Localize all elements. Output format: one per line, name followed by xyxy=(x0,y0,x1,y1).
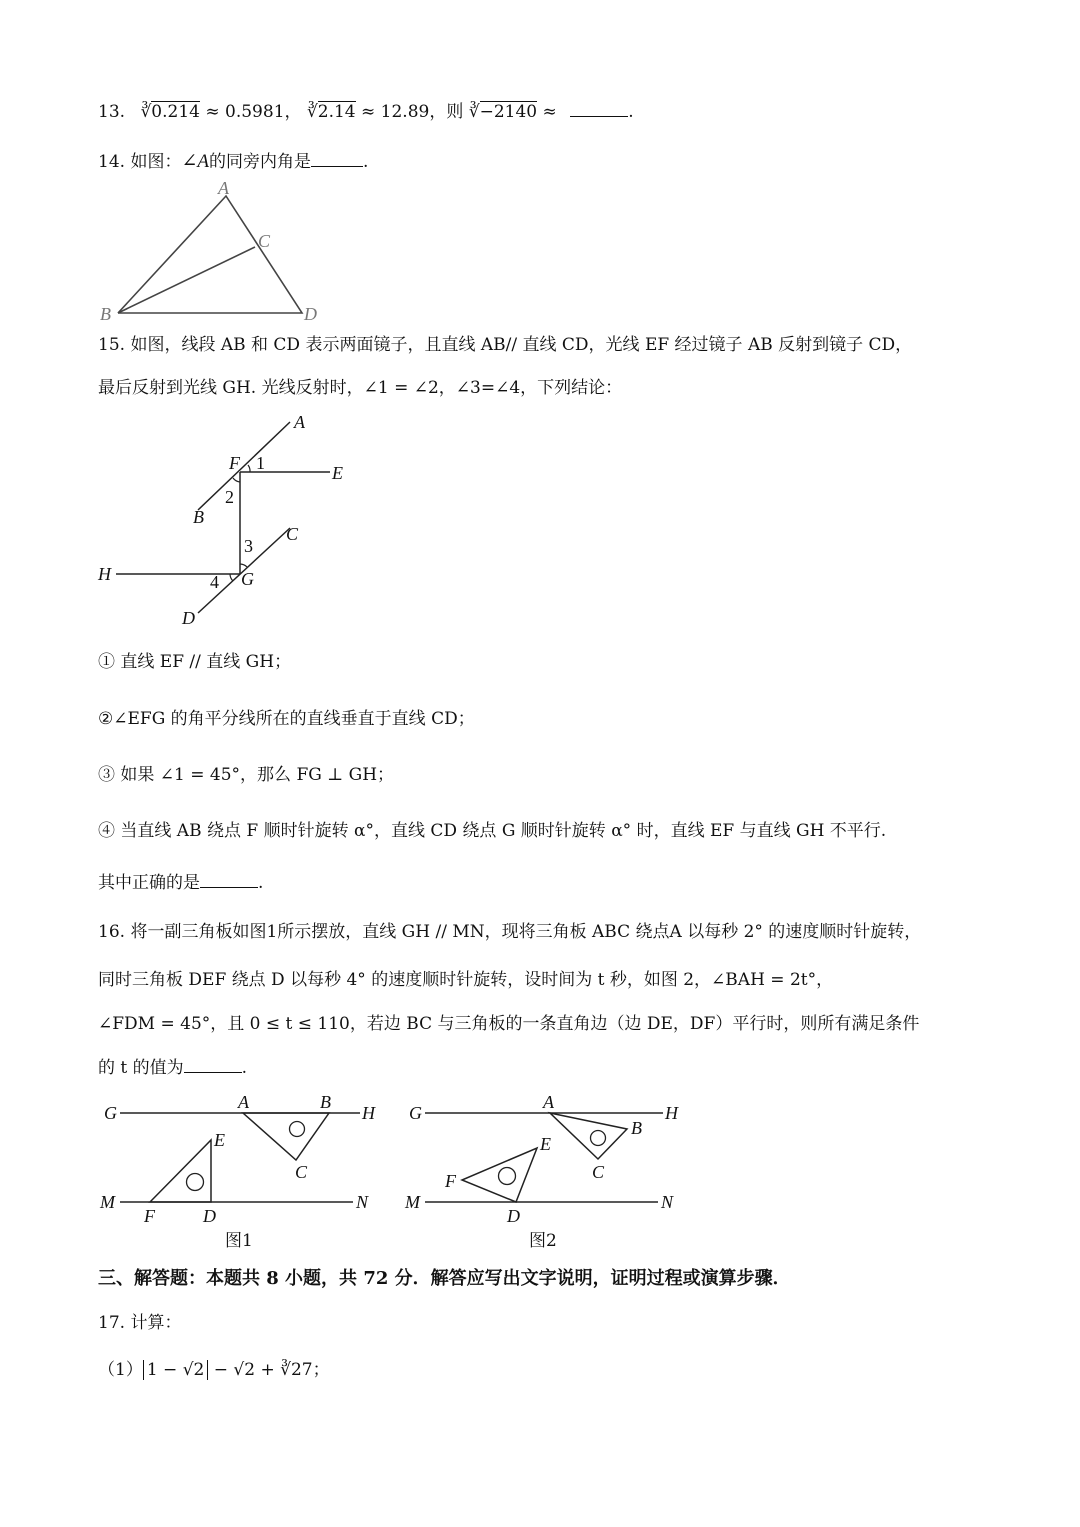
q14-triangle-figure xyxy=(98,180,328,325)
q15-label-c: C xyxy=(286,524,299,544)
q15-mirror-figure xyxy=(98,410,358,635)
fig2-label-h: H xyxy=(665,1103,678,1123)
q13-approx-1: ≈ 0.5981， xyxy=(205,102,302,122)
q15-option-1: ① 直线 EF // 直线 GH； xyxy=(98,652,292,672)
q14-label-b: B xyxy=(100,304,111,324)
q17-part-label: （1） xyxy=(98,1360,143,1380)
cube-root-sign: ∛ xyxy=(140,102,152,122)
fig1-label-a: A xyxy=(238,1092,249,1112)
q16-figure-2 xyxy=(403,1092,693,1252)
q16-line-1: 16. 将一副三角板如图1所示摆放，直线 GH // MN，现将三角板 ABC 绕点A 以每秒 2° 的速度顺时针旋转， xyxy=(98,922,922,942)
q14-end: . xyxy=(362,152,369,172)
q15-label-b: B xyxy=(193,507,204,527)
q13-number: 13. xyxy=(98,102,126,122)
fig1-label-d: D xyxy=(203,1206,216,1226)
answer-blank xyxy=(570,100,628,117)
q15-label-f: F xyxy=(229,453,240,473)
q15-option-2: ②∠EFG 的角平分线所在的直线垂直于直线 CD； xyxy=(98,709,475,729)
q15-option-4: ④ 当直线 AB 绕点 F 顺时针旋转 α°，直线 CD 绕点 G 顺时针旋转 α° 时，直线 EF 与直线 GH 不平行. xyxy=(98,821,887,841)
fig2-label-m: M xyxy=(405,1192,420,1212)
fig2-label-n: N xyxy=(661,1192,674,1212)
fig2-label-b: B xyxy=(631,1118,642,1138)
fig1-label-c: C xyxy=(295,1162,308,1182)
answer-blank xyxy=(184,1056,242,1073)
fig1-label-m: M xyxy=(100,1192,115,1212)
fig2-label-d: D xyxy=(507,1206,520,1226)
fig1-caption: 图1 xyxy=(225,1231,253,1251)
q13-radicand-2: 2.14 xyxy=(317,102,356,122)
fig2-label-e: E xyxy=(540,1134,551,1154)
q15-end: . xyxy=(258,873,264,893)
q15-angle-3: 3 xyxy=(244,536,253,556)
fig2-label-f: F xyxy=(445,1171,456,1191)
fig2-label-c: C xyxy=(592,1162,605,1182)
q13-approx-3: ≈ xyxy=(542,102,557,122)
q15-angle-1: 1 xyxy=(256,453,265,473)
q14-prefix: 14. 如图： xyxy=(98,152,182,172)
q15-label-a: A xyxy=(294,412,305,432)
q15-answer-line xyxy=(98,871,263,895)
q15-label-d: D xyxy=(182,608,195,628)
fig1-label-b: B xyxy=(320,1092,331,1112)
q16-figure-1 xyxy=(98,1092,388,1252)
answer-blank xyxy=(311,150,363,167)
section-heading: 三、解答题：本题共 8 小题，共 72 分．解答应写出文字说明，证明过程或演算步骤． xyxy=(98,1268,791,1289)
fig1-label-f: F xyxy=(144,1206,155,1226)
cube-root-sign: ∛ xyxy=(468,102,480,122)
q17-part-1 xyxy=(98,1358,330,1382)
q15-label-e: E xyxy=(332,463,343,483)
fig1-label-h: H xyxy=(362,1103,375,1123)
answer-blank xyxy=(200,871,258,888)
q15-line-1: 15. 如图，线段 AB 和 CD 表示两面镜子，且直线 AB// 直线 CD，光线 EF 经过镜子 AB 反射到镜子 CD， xyxy=(98,335,913,355)
q14-suffix: 的同旁内角是 xyxy=(208,152,311,172)
q15-line-2: 最后反射到光线 GH. 光线反射时，∠1 = ∠2，∠3=∠4，下列结论： xyxy=(98,378,623,398)
q17-end: ； xyxy=(312,1360,330,1380)
fig2-label-g: G xyxy=(409,1103,422,1123)
q13-radicand-1: 0.214 xyxy=(151,102,200,122)
q16-end: . xyxy=(241,1058,248,1078)
q13-line xyxy=(98,100,634,124)
q13-end: . xyxy=(628,102,634,122)
q16-line-4 xyxy=(98,1056,247,1080)
q17-abs-expression: 1 − √2 xyxy=(143,1360,209,1380)
fig1-label-n: N xyxy=(356,1192,369,1212)
q15-answer-prefix: 其中正确的是 xyxy=(98,873,200,893)
q15-option-3: ③ 如果 ∠1 = 45°，那么 FG ⊥ GH； xyxy=(98,765,395,785)
fig2-caption: 图2 xyxy=(529,1231,557,1251)
cube-root-sign: ∛ xyxy=(306,102,318,122)
q14-label-d: D xyxy=(304,304,317,324)
q14-angle: ∠A xyxy=(181,151,209,172)
q14-label-c: C xyxy=(258,231,271,251)
q14-label-a: A xyxy=(218,178,229,198)
fig1-label-e: E xyxy=(214,1130,225,1150)
q13-approx-2: ≈ 12.89，则 xyxy=(361,102,464,122)
q17-title: 17. 计算： xyxy=(98,1313,182,1333)
q16-line-3: ∠FDM = 45°，且 0 ≤ t ≤ 110，若边 BC 与三角板的一条直角边（边 DE，DF）平行时，则所有满足条件 xyxy=(98,1014,920,1034)
q15-angle-2: 2 xyxy=(225,487,234,507)
q13-radicand-3: −2140 xyxy=(479,102,538,122)
fig2-label-a: A xyxy=(543,1092,554,1112)
q14-line xyxy=(98,150,368,174)
q15-label-g: G xyxy=(241,569,254,589)
q16-line-2: 同时三角板 DEF 绕点 D 以每秒 4° 的速度顺时针旋转，设时间为 t 秒，如图 2，∠BAH = 2t°， xyxy=(98,970,834,990)
q16-line-4-prefix: 的 t 的值为 xyxy=(98,1058,184,1078)
fig1-label-g: G xyxy=(104,1103,117,1123)
q15-label-h: H xyxy=(98,564,111,584)
q15-angle-4: 4 xyxy=(210,572,219,592)
q17-rest-expression: − √2 + ∛27 xyxy=(213,1360,313,1380)
